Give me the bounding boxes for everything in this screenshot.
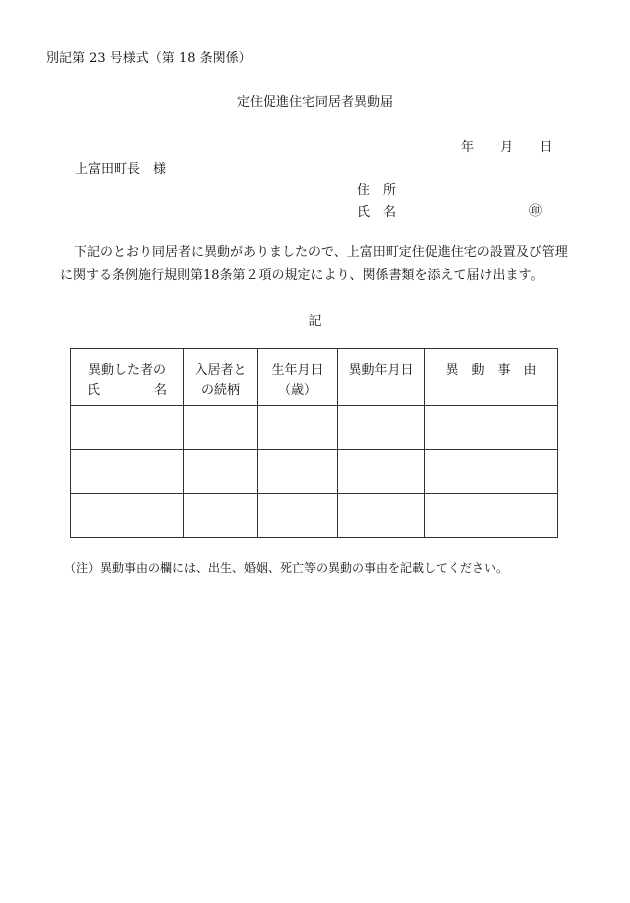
- address-label: 住 所: [357, 183, 397, 198]
- body-line-1: 下記のとおり同居者に異動がありましたので、上富田町定住促進住宅の設置及び管理: [74, 245, 568, 260]
- ki-heading: 記: [308, 314, 322, 329]
- table-cell[interactable]: [425, 450, 558, 494]
- table-cell[interactable]: [338, 406, 425, 450]
- header-birthdate: 生年月日 （歳）: [258, 349, 338, 406]
- table-cell[interactable]: [258, 450, 338, 494]
- form-label: 別記第 23 号様式（第 18 条関係）: [46, 51, 252, 66]
- table-cell[interactable]: [425, 494, 558, 538]
- table-cell[interactable]: [258, 406, 338, 450]
- body-text: [60, 241, 588, 287]
- table-cell[interactable]: [184, 494, 258, 538]
- table-cell[interactable]: [71, 494, 184, 538]
- footnote: （注）異動事由の欄には、出生、婚姻、死亡等の異動の事由を記載してください。: [64, 561, 509, 575]
- table-cell[interactable]: [425, 406, 558, 450]
- table-row: [71, 406, 558, 450]
- table-cell[interactable]: [258, 494, 338, 538]
- seal-icon: ㊞: [529, 204, 543, 219]
- table-cell[interactable]: [71, 450, 184, 494]
- table-cell[interactable]: [184, 450, 258, 494]
- document-title: 定住促進住宅同居者異動届: [236, 95, 393, 110]
- table-cell[interactable]: [338, 494, 425, 538]
- header-change-date: 異動年月日: [338, 349, 425, 406]
- date-year: 年: [461, 140, 475, 155]
- header-person: 異動した者の 氏 名: [71, 349, 184, 406]
- table-row: [71, 450, 558, 494]
- body-line-2: に関する条例施行規則第18条第２項の規定により、関係書類を添えて届け出ます。: [60, 268, 544, 283]
- record-table: [70, 348, 558, 538]
- table-row: [71, 494, 558, 538]
- recipient: 上富田町長 様: [75, 162, 167, 177]
- name-label: 氏 名: [357, 205, 397, 220]
- table-cell[interactable]: [184, 406, 258, 450]
- table-header-row: [71, 349, 558, 406]
- table-cell[interactable]: [338, 450, 425, 494]
- date-month: 月: [500, 140, 514, 155]
- table-cell[interactable]: [71, 406, 184, 450]
- date-day: 日: [539, 140, 553, 155]
- date-line: [461, 136, 552, 155]
- header-relationship: 入居者と の続柄: [184, 349, 258, 406]
- header-reason: 異 動 事 由: [425, 349, 558, 406]
